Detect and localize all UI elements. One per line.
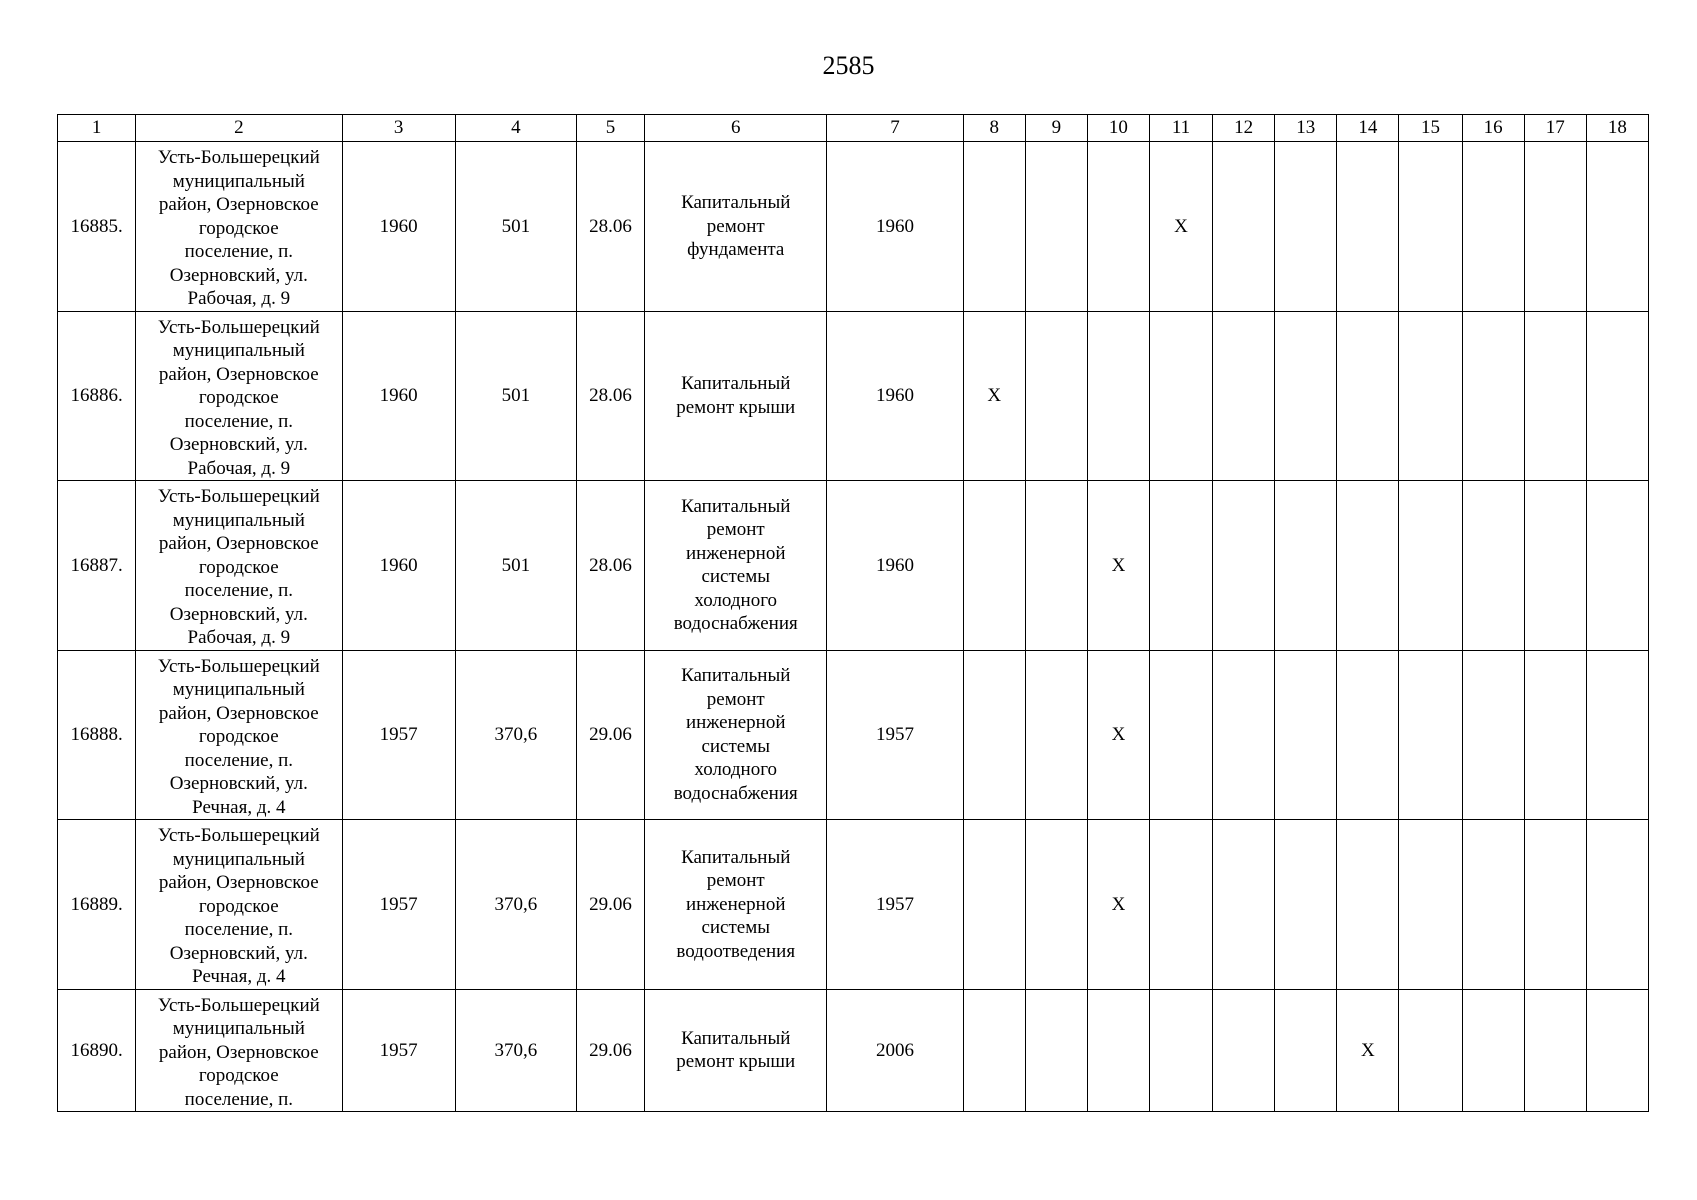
mark-cell	[1275, 820, 1337, 990]
header-cell: 1	[58, 115, 136, 142]
mark-cell	[1087, 989, 1149, 1112]
wear-cell: 29.06	[576, 650, 644, 820]
mark-cell	[1149, 481, 1212, 651]
work-type-cell: Капитальный ремонт инженерной системы холодного водоснабжения	[645, 481, 827, 651]
row-number: 16890.	[58, 989, 136, 1112]
area-cell: 501	[455, 481, 576, 651]
mark-cell	[1524, 650, 1586, 820]
wear-cell: 29.06	[576, 820, 644, 990]
header-cell: 7	[827, 115, 963, 142]
table-row	[58, 142, 1649, 312]
mark-cell	[1275, 311, 1337, 481]
mark-cell	[1025, 142, 1087, 312]
area-cell: 370,6	[455, 989, 576, 1112]
table-row	[58, 481, 1649, 651]
mark-cell	[1337, 650, 1399, 820]
mark-cell	[1213, 481, 1275, 651]
header-cell: 14	[1337, 115, 1399, 142]
table-row	[58, 650, 1649, 820]
mark-cell	[1399, 311, 1462, 481]
mark-cell	[1462, 311, 1524, 481]
mark-cell: X	[1087, 820, 1149, 990]
mark-cell	[1462, 481, 1524, 651]
mark-cell	[1337, 142, 1399, 312]
table-row	[58, 820, 1649, 990]
mark-cell	[1025, 820, 1087, 990]
mark-cell	[1399, 989, 1462, 1112]
header-cell: 13	[1275, 115, 1337, 142]
mark-cell	[1586, 311, 1648, 481]
mark-cell: X	[1337, 989, 1399, 1112]
work-year-cell: 2006	[827, 989, 963, 1112]
address-cell: Усть-Большерецкий муниципальный район, Озерновское городское поселение, п.	[136, 989, 342, 1112]
mark-cell	[1524, 989, 1586, 1112]
mark-cell	[1399, 650, 1462, 820]
area-cell: 370,6	[455, 820, 576, 990]
mark-cell	[1399, 142, 1462, 312]
mark-cell	[1399, 481, 1462, 651]
year-cell: 1957	[342, 650, 455, 820]
header-cell: 11	[1149, 115, 1212, 142]
year-cell: 1960	[342, 481, 455, 651]
address-cell: Усть-Большерецкий муниципальный район, Озерновское городское поселение, п. Озерновский, ул. Рабочая, д. 9	[136, 481, 342, 651]
table-row	[58, 989, 1649, 1112]
row-number: 16885.	[58, 142, 136, 312]
wear-cell: 29.06	[576, 989, 644, 1112]
address-cell: Усть-Большерецкий муниципальный район, Озерновское городское поселение, п. Озерновский, ул. Речная, д. 4	[136, 650, 342, 820]
header-cell: 2	[136, 115, 342, 142]
area-cell: 370,6	[455, 650, 576, 820]
wear-cell: 28.06	[576, 311, 644, 481]
work-year-cell: 1960	[827, 481, 963, 651]
mark-cell	[1462, 989, 1524, 1112]
mark-cell	[1524, 481, 1586, 651]
header-cell: 18	[1586, 115, 1648, 142]
row-number: 16886.	[58, 311, 136, 481]
address-cell: Усть-Большерецкий муниципальный район, Озерновское городское поселение, п. Озерновский, ул. Рабочая, д. 9	[136, 142, 342, 312]
mark-cell	[1337, 311, 1399, 481]
header-cell: 15	[1399, 115, 1462, 142]
header-cell: 9	[1025, 115, 1087, 142]
mark-cell	[1462, 650, 1524, 820]
mark-cell	[1462, 820, 1524, 990]
mark-cell	[1275, 989, 1337, 1112]
area-cell: 501	[455, 311, 576, 481]
page-number: 2585	[822, 51, 875, 80]
mark-cell	[1025, 311, 1087, 481]
mark-cell	[963, 142, 1025, 312]
work-year-cell: 1960	[827, 311, 963, 481]
mark-cell	[963, 989, 1025, 1112]
mark-cell	[1213, 142, 1275, 312]
mark-cell	[1275, 650, 1337, 820]
year-cell: 1957	[342, 820, 455, 990]
mark-cell: X	[1087, 481, 1149, 651]
work-type-cell: Капитальный ремонт крыши	[645, 989, 827, 1112]
header-cell: 3	[342, 115, 455, 142]
mark-cell	[1586, 650, 1648, 820]
mark-cell	[1586, 481, 1648, 651]
address-cell: Усть-Большерецкий муниципальный район, Озерновское городское поселение, п. Озерновский, ул. Рабочая, д. 9	[136, 311, 342, 481]
work-type-cell: Капитальный ремонт крыши	[645, 311, 827, 481]
mark-cell	[1087, 142, 1149, 312]
mark-cell	[1586, 820, 1648, 990]
header-cell: 17	[1524, 115, 1586, 142]
mark-cell	[1586, 989, 1648, 1112]
mark-cell	[1586, 142, 1648, 312]
year-cell: 1960	[342, 311, 455, 481]
table-row	[58, 311, 1649, 481]
work-type-cell: Капитальный ремонт инженерной системы холодного водоснабжения	[645, 650, 827, 820]
wear-cell: 28.06	[576, 142, 644, 312]
data-table	[57, 114, 1649, 1112]
mark-cell	[1462, 142, 1524, 312]
mark-cell	[1337, 481, 1399, 651]
header-cell: 5	[576, 115, 644, 142]
work-year-cell: 1957	[827, 650, 963, 820]
mark-cell	[1025, 650, 1087, 820]
mark-cell	[963, 820, 1025, 990]
mark-cell: X	[1149, 142, 1212, 312]
work-type-cell: Капитальный ремонт фундамента	[645, 142, 827, 312]
mark-cell	[1213, 311, 1275, 481]
mark-cell	[1213, 989, 1275, 1112]
mark-cell	[1213, 650, 1275, 820]
header-cell: 12	[1213, 115, 1275, 142]
mark-cell	[1275, 481, 1337, 651]
work-year-cell: 1957	[827, 820, 963, 990]
row-number: 16887.	[58, 481, 136, 651]
row-number: 16889.	[58, 820, 136, 990]
mark-cell	[1149, 989, 1212, 1112]
work-type-cell: Капитальный ремонт инженерной системы водоотведения	[645, 820, 827, 990]
area-cell: 501	[455, 142, 576, 312]
mark-cell	[1524, 820, 1586, 990]
mark-cell	[1149, 820, 1212, 990]
mark-cell: X	[1087, 650, 1149, 820]
mark-cell	[1025, 481, 1087, 651]
mark-cell	[963, 650, 1025, 820]
wear-cell: 28.06	[576, 481, 644, 651]
mark-cell	[1524, 311, 1586, 481]
mark-cell: X	[963, 311, 1025, 481]
mark-cell	[1275, 142, 1337, 312]
header-cell: 16	[1462, 115, 1524, 142]
mark-cell	[1149, 650, 1212, 820]
mark-cell	[1213, 820, 1275, 990]
mark-cell	[1524, 142, 1586, 312]
header-cell: 4	[455, 115, 576, 142]
header-row	[58, 115, 1649, 142]
mark-cell	[1025, 989, 1087, 1112]
mark-cell	[1337, 820, 1399, 990]
header-cell: 8	[963, 115, 1025, 142]
year-cell: 1960	[342, 142, 455, 312]
mark-cell	[1087, 311, 1149, 481]
row-number: 16888.	[58, 650, 136, 820]
header-cell: 6	[645, 115, 827, 142]
year-cell: 1957	[342, 989, 455, 1112]
work-year-cell: 1960	[827, 142, 963, 312]
mark-cell	[963, 481, 1025, 651]
header-cell: 10	[1087, 115, 1149, 142]
mark-cell	[1399, 820, 1462, 990]
mark-cell	[1149, 311, 1212, 481]
address-cell: Усть-Большерецкий муниципальный район, Озерновское городское поселение, п. Озерновский, ул. Речная, д. 4	[136, 820, 342, 990]
